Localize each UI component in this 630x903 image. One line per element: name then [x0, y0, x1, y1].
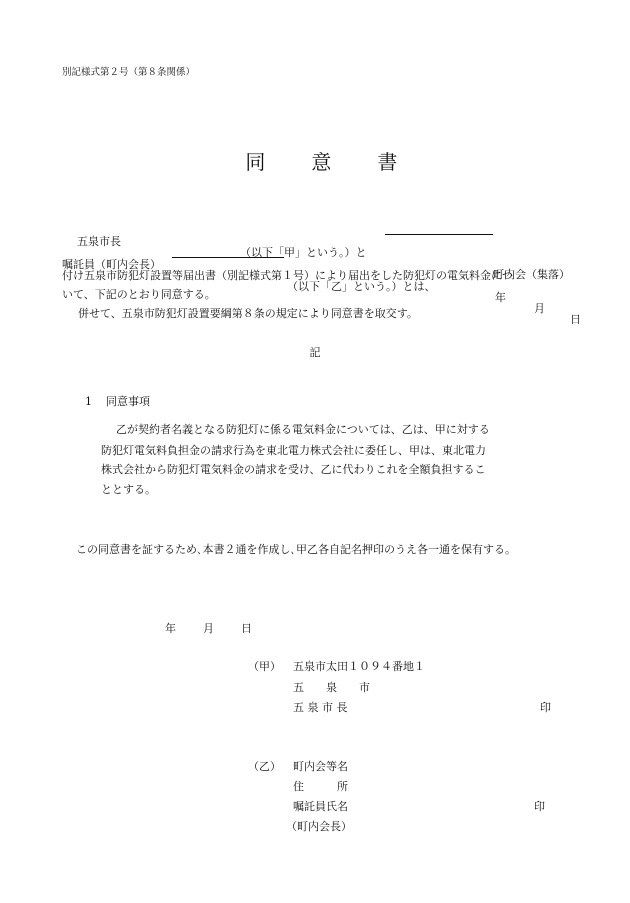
party-a-mayor: 五 泉 市 長	[293, 701, 348, 714]
ki-heading: 記	[309, 346, 321, 359]
para1-line3: 付け五泉市防犯灯設置等届出書（別記様式第１号）により届出をした防犯灯の電気料金につ	[62, 269, 513, 282]
addressee: 五泉市長	[77, 235, 121, 248]
title-char-3: 書	[377, 150, 398, 174]
signing-date-year: 年	[165, 622, 176, 635]
item1-line2: 防犯灯電気料負担金の請求行為を東北電力株式会社に委任し、甲は、東北電力	[101, 444, 486, 457]
party-b-name: 嘱託員氏名	[293, 800, 348, 813]
choukai-blank	[385, 225, 493, 235]
party-a-address: 五泉市太田１０９４番地１	[293, 660, 425, 673]
koh-intro: （以下「甲」という。）と	[240, 246, 367, 259]
item1-line4: ととする。	[101, 483, 156, 496]
document-title	[0, 132, 630, 172]
party-a-city: 五 泉 市	[293, 681, 370, 694]
item1-number: 1	[85, 395, 92, 408]
signing-date-month: 月	[203, 622, 214, 635]
item1-line1: 乙が契約者名義となる防犯灯に係る電気料金については、乙は、甲に対する	[116, 423, 490, 436]
date-month: 月	[534, 302, 545, 315]
party-b-org: 町内会等名	[293, 760, 348, 773]
shokutakuin-blank	[172, 248, 284, 258]
party-a-label: （甲）	[248, 660, 281, 673]
otsu-intro: （以下「乙」という。）とは、	[287, 280, 436, 293]
date-day: 日	[570, 313, 581, 326]
party-a-seal: 印	[540, 701, 551, 714]
item1-title: 同意事項	[106, 395, 150, 408]
signing-date-day: 日	[241, 622, 252, 635]
party-b-address: 住 所	[293, 780, 348, 793]
item1-heading	[78, 385, 150, 407]
party-b-seal: 印	[534, 800, 545, 813]
form-number: 別記様式第２号（第８条関係）	[62, 67, 196, 78]
closing-statement: この同意書を証するため､本書２通を作成し､甲乙各自記名押印のうえ各一通を保有する。	[76, 543, 516, 556]
para2: 併せて、五泉市防犯灯設置要綱第８条の規定により同意書を取交す。	[78, 307, 418, 320]
title-char-1: 同	[245, 150, 266, 174]
shokutakuin-label: 嘱託員（町内会長）	[62, 258, 161, 271]
date-year: 年	[495, 291, 506, 304]
party-b-role: （町内会長）	[286, 820, 352, 833]
party-b-label: （乙）	[248, 760, 281, 773]
choukai-suffix: 町内会（集落）	[493, 268, 570, 281]
para1-line4: いて、下記のとおり同意する。	[62, 288, 216, 301]
item1-line3: 株式会社から防犯灯電気料金の請求を受け、乙に代わりこれを全額負担するこ	[101, 463, 486, 476]
title-char-2: 意	[311, 150, 332, 174]
